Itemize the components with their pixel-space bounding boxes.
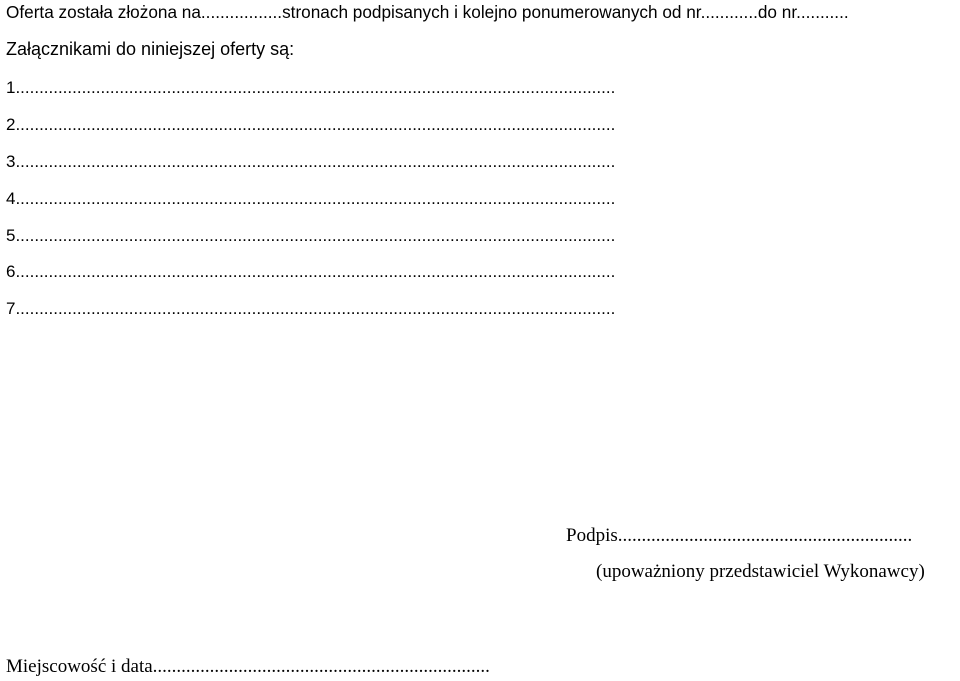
place-and-date-line: Miejscowość i data....................................................................... xyxy=(6,656,490,677)
signature-label: Podpis.............................................................. xyxy=(566,525,913,546)
attachment-line-1: 1............................................................................................................................... xyxy=(6,78,616,97)
signature-role: (upoważniony przedstawiciel Wykonawcy) xyxy=(596,561,925,582)
attachment-line-2: 2............................................................................................................................... xyxy=(6,115,616,134)
attachment-line-4: 4............................................................................................................................... xyxy=(6,189,616,208)
attachments-heading: Załącznikami do niniejszej oferty są: xyxy=(6,39,295,59)
attachment-line-7: 7............................................................................................................................... xyxy=(6,299,616,318)
attachment-line-3: 3............................................................................................................................... xyxy=(6,152,616,171)
offer-intro-line: Oferta została złożona na.................stronach podpisanych i kolejno ponumerowanych od nr............do nr........... xyxy=(6,2,849,22)
attachment-line-5: 5............................................................................................................................... xyxy=(6,226,616,245)
attachment-line-6: 6............................................................................................................................... xyxy=(6,262,616,281)
